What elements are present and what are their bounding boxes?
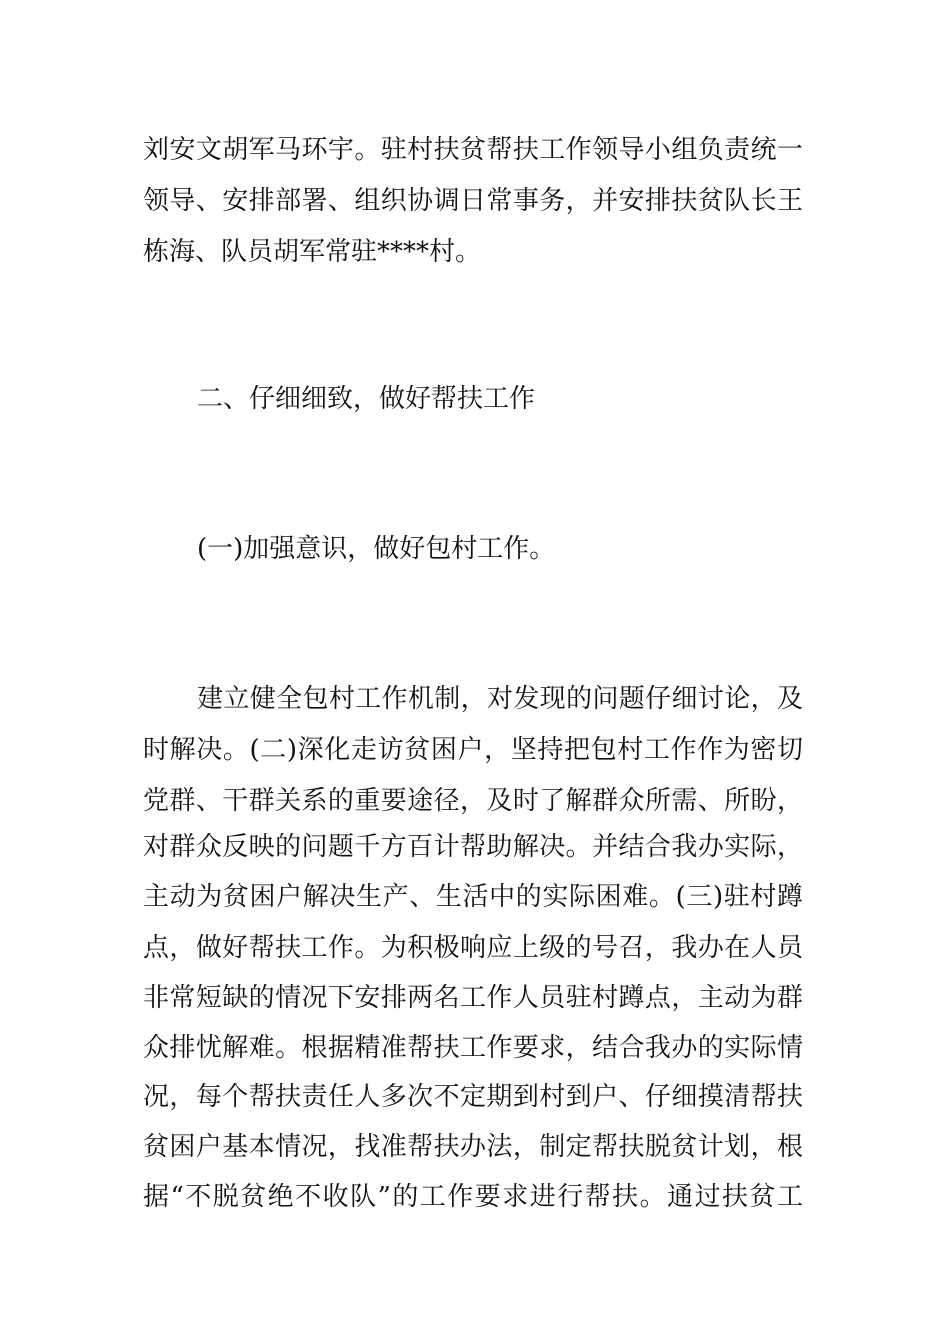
subheading: (一)加强意识，做好包村工作。 bbox=[197, 534, 556, 564]
paragraph1-line-3: 栋海、队员胡军常驻****村。 bbox=[143, 237, 482, 267]
paragraph1-line-2: 领导、安排部署、组织协调日常事务，并安排扶贫队长王 bbox=[143, 186, 803, 216]
paragraph2-line-4: 对群众反映的问题千方百计帮助解决。并结合我办实际， bbox=[143, 832, 803, 862]
paragraph2-line-6: 点，做好帮扶工作。为积极响应上级的号召，我办在人员 bbox=[143, 933, 803, 963]
paragraph2-line-2: 时解决。(二)深化走访贫困户，坚持把包村工作作为密切 bbox=[143, 735, 803, 765]
paragraph2-line-11: 据“不脱贫绝不收队”的工作要求进行帮扶。通过扶贫工 bbox=[143, 1182, 803, 1212]
paragraph2-line-7: 非常短缺的情况下安排两名工作人员驻村蹲点，主动为群 bbox=[143, 983, 803, 1013]
section-heading: 二、仔细细致，做好帮扶工作 bbox=[197, 384, 536, 414]
paragraph2-line-3: 党群、干群关系的重要途径，及时了解群众所需、所盼， bbox=[143, 786, 803, 816]
paragraph2-line-10: 贫困户基本情况，找准帮扶办法，制定帮扶脱贫计划，根 bbox=[143, 1132, 803, 1162]
paragraph2-line-1: 建立健全包村工作机制，对发现的问题仔细讨论，及 bbox=[197, 684, 803, 714]
paragraph1-line-1: 刘安文胡军马环宇。驻村扶贫帮扶工作领导小组负责统一 bbox=[143, 135, 803, 165]
paragraph2-line-8: 众排忧解难。根据精准帮扶工作要求，结合我办的实际情 bbox=[143, 1033, 803, 1063]
paragraph2-line-5: 主动为贫困户解决生产、生活中的实际困难。(三)驻村蹲 bbox=[143, 882, 803, 912]
paragraph2-line-9: 况，每个帮扶责任人多次不定期到村到户、仔细摸清帮扶 bbox=[143, 1082, 803, 1112]
